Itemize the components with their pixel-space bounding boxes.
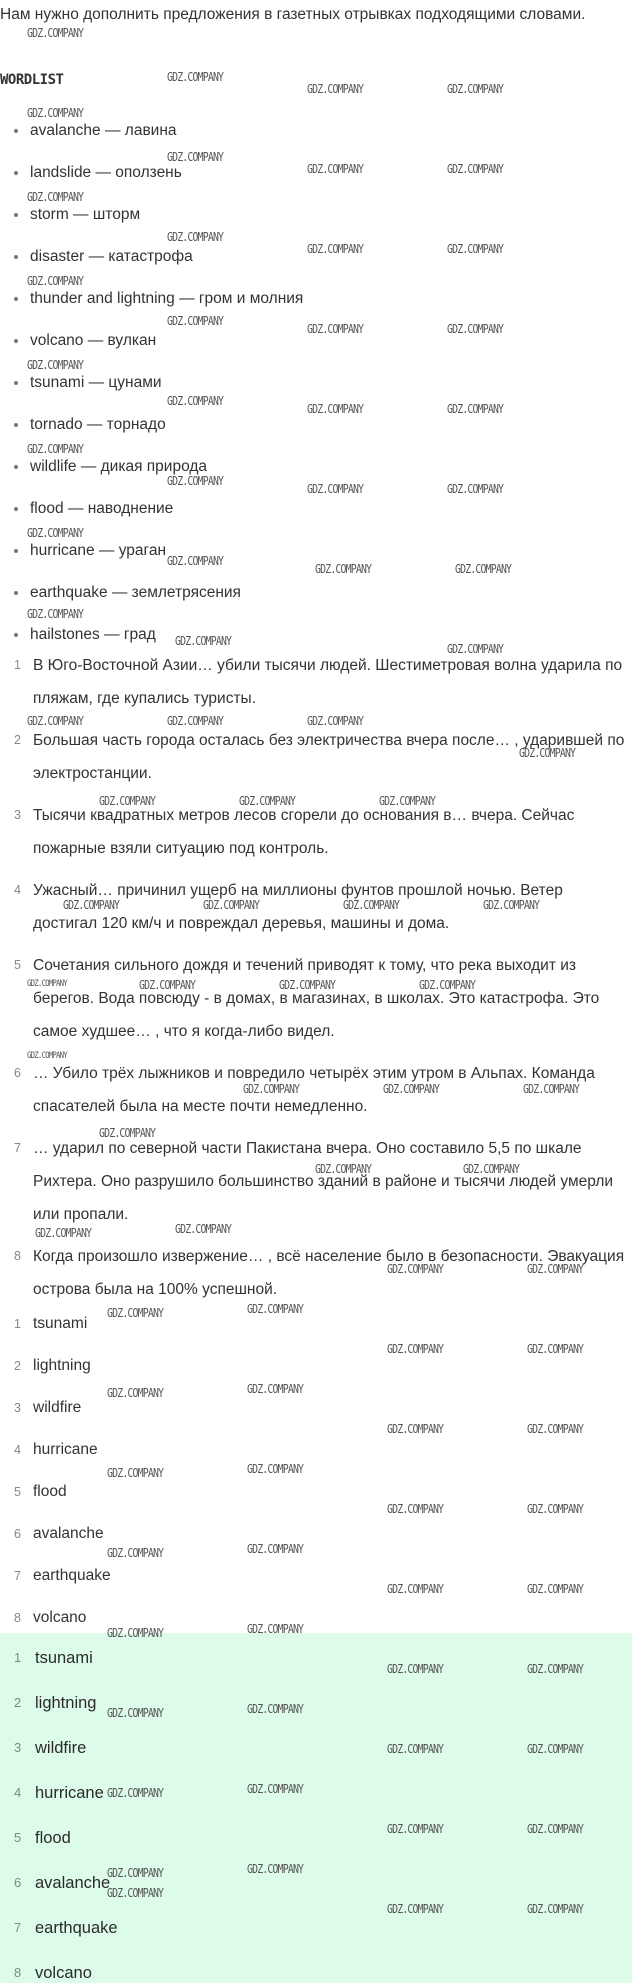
watermark: GDZ.COMPANY bbox=[167, 314, 224, 328]
answer-word: tsunami bbox=[35, 1649, 93, 1667]
wordlist-item: flood — наводнение bbox=[14, 498, 173, 520]
watermark: GDZ.COMPANY bbox=[447, 82, 504, 96]
final-answer-item bbox=[0, 1733, 632, 1763]
watermark: GDZ.COMPANY bbox=[107, 1466, 164, 1480]
answer-number: 7 bbox=[14, 1920, 22, 1935]
answer-word: earthquake bbox=[33, 1567, 111, 1584]
final-answer-item bbox=[0, 1958, 632, 1988]
watermark: GDZ.COMPANY bbox=[139, 978, 196, 992]
watermark: GDZ.COMPANY bbox=[99, 794, 156, 808]
answer-item bbox=[0, 1435, 632, 1465]
final-answer-item bbox=[0, 1913, 632, 1943]
watermark: GDZ.COMPANY bbox=[247, 1862, 304, 1876]
answer-number: 5 bbox=[14, 1485, 21, 1499]
answer-word: flood bbox=[35, 1829, 71, 1847]
watermark: GDZ.COMPANY bbox=[307, 402, 364, 416]
wordlist-title: WORDLIST bbox=[0, 72, 64, 88]
task-text: … Убило трёх лыжников и повредило четырёх этим утром в Альпах. Команда спасателей была на месте почти немедленно. bbox=[33, 1065, 595, 1115]
task-text: Большая часть города осталась без электричества вчера после… , ударившей по электростанции. bbox=[33, 732, 625, 782]
watermark: GDZ.COMPANY bbox=[447, 322, 504, 336]
answer-word: wildfire bbox=[35, 1739, 87, 1757]
watermark: GDZ.COMPANY bbox=[167, 554, 224, 568]
bullet-icon bbox=[14, 381, 18, 385]
watermark: GDZ.COMPANY bbox=[383, 1082, 440, 1096]
intro-text: Нам нужно дополнить предложения в газетных отрывках подходящими словами. bbox=[0, 6, 586, 23]
watermark: GDZ.COMPANY bbox=[203, 898, 260, 912]
task-text: Когда произошло извержение… , всё население было в безопасности. Эвакуация острова была на 100% успешной. bbox=[33, 1248, 625, 1298]
task-number: 8 bbox=[14, 1249, 21, 1263]
watermark: GDZ.COMPANY bbox=[307, 162, 364, 176]
watermark: GDZ.COMPANY bbox=[447, 482, 504, 496]
answer-word: avalanche bbox=[35, 1874, 111, 1892]
watermark: GDZ.COMPANY bbox=[387, 1342, 444, 1356]
watermark: GDZ.COMPANY bbox=[107, 1306, 164, 1320]
watermark: GDZ.COMPANY bbox=[387, 1502, 444, 1516]
task-number: 4 bbox=[14, 883, 21, 897]
watermark: GDZ.COMPANY bbox=[239, 794, 296, 808]
wordlist-item: tsunami — цунами bbox=[14, 372, 162, 394]
watermark: GDZ.COMPANY bbox=[27, 106, 84, 120]
wordlist-item: hurricane — ураган bbox=[14, 540, 166, 562]
bullet-icon bbox=[14, 171, 18, 175]
wordlist-item: tornado — торнадо bbox=[14, 414, 166, 436]
watermark: GDZ.COMPANY bbox=[247, 1302, 304, 1316]
watermark: GDZ.COMPANY bbox=[107, 1546, 164, 1560]
answer-item bbox=[0, 1477, 632, 1507]
wordlist-item: storm — шторм bbox=[14, 204, 140, 226]
watermark: GDZ.COMPANY bbox=[167, 70, 224, 84]
task-text: Ужасный… причинил ущерб на миллионы фунтов прошлой ночью. Ветер достигал 120 км/ч и повреждал деревья, машины и дома. bbox=[33, 882, 563, 932]
wordlist-item: thunder and lightning — гром и молния bbox=[14, 288, 303, 310]
answer-item bbox=[0, 1561, 632, 1591]
watermark: GDZ.COMPANY bbox=[307, 322, 364, 336]
wordlist-item: volcano — вулкан bbox=[14, 330, 156, 352]
watermark: GDZ.COMPANY bbox=[27, 190, 84, 204]
watermark: GDZ.COMPANY bbox=[175, 634, 232, 648]
final-answer-item bbox=[0, 1643, 632, 1673]
watermark: GDZ.COMPANY bbox=[27, 442, 84, 456]
answer-number: 4 bbox=[14, 1443, 21, 1457]
wordlist-item: wildlife — дикая природа bbox=[14, 456, 207, 478]
task-text: Тысячи квадратных метров лесов сгорели до основания в… вчера. Сейчас пожарные взяли ситуацию под контроль. bbox=[33, 807, 575, 857]
task-number: 7 bbox=[14, 1141, 21, 1155]
watermark: GDZ.COMPANY bbox=[99, 1126, 156, 1140]
answer-number: 4 bbox=[14, 1785, 22, 1800]
task-number: 6 bbox=[14, 1066, 21, 1080]
answer-item bbox=[0, 1393, 632, 1423]
watermark: GDZ.COMPANY bbox=[307, 82, 364, 96]
watermark: GDZ.COMPANY bbox=[527, 1262, 584, 1276]
watermark: GDZ.COMPANY bbox=[527, 1422, 584, 1436]
watermark: GDZ.COMPANY bbox=[107, 1386, 164, 1400]
watermark: GDZ.COMPANY bbox=[387, 1662, 444, 1676]
watermark: GDZ.COMPANY bbox=[247, 1622, 304, 1636]
watermark: GDZ.COMPANY bbox=[519, 746, 576, 760]
answer-number: 5 bbox=[14, 1830, 22, 1845]
bullet-icon bbox=[14, 423, 18, 427]
wordlist-item: landslide — оползень bbox=[14, 162, 182, 184]
answer-word: wildfire bbox=[33, 1399, 82, 1416]
answer-word: tsunami bbox=[33, 1315, 88, 1332]
watermark: GDZ.COMPANY bbox=[527, 1662, 584, 1676]
answer-number: 3 bbox=[14, 1740, 22, 1755]
watermark: GDZ.COMPANY bbox=[27, 526, 84, 540]
watermark: GDZ.COMPANY bbox=[247, 1462, 304, 1476]
watermark: GDZ.COMPANY bbox=[307, 242, 364, 256]
wordlist-item: avalanche — лавина bbox=[14, 120, 177, 142]
bullet-icon bbox=[14, 633, 18, 637]
answer-item bbox=[0, 1603, 632, 1633]
watermark: GDZ.COMPANY bbox=[447, 642, 504, 656]
answer-word: lightning bbox=[35, 1694, 97, 1712]
answer-word: flood bbox=[33, 1483, 67, 1500]
bullet-icon bbox=[14, 465, 18, 469]
answer-number: 8 bbox=[14, 1965, 22, 1980]
watermark: GDZ.COMPANY bbox=[107, 1706, 164, 1720]
answer-item bbox=[0, 1519, 632, 1549]
watermark: GDZ.COMPANY bbox=[27, 1051, 67, 1061]
answer-number: 7 bbox=[14, 1569, 21, 1583]
watermark: GDZ.COMPANY bbox=[527, 1582, 584, 1596]
answer-number: 2 bbox=[14, 1695, 22, 1710]
task-number: 5 bbox=[14, 958, 21, 972]
task-text: Сочетания сильного дождя и течений приводят к тому, что река выходит из берегов. Вода повсюду - в домах, в магазинах, в школах. Это катастрофа. Это самое худшее… , что я когда-либо видел. bbox=[33, 957, 600, 1040]
watermark: GDZ.COMPANY bbox=[387, 1422, 444, 1436]
watermark: GDZ.COMPANY bbox=[247, 1702, 304, 1716]
watermark: GDZ.COMPANY bbox=[247, 1542, 304, 1556]
answer-number: 2 bbox=[14, 1359, 21, 1373]
watermark: GDZ.COMPANY bbox=[447, 242, 504, 256]
answer-number: 6 bbox=[14, 1527, 21, 1541]
final-answer-item bbox=[0, 1868, 632, 1898]
watermark: GDZ.COMPANY bbox=[35, 1226, 92, 1240]
watermark: GDZ.COMPANY bbox=[307, 482, 364, 496]
watermark: GDZ.COMPANY bbox=[419, 978, 476, 992]
wordlist-item: disaster — катастрофа bbox=[14, 246, 193, 268]
bullet-icon bbox=[14, 591, 18, 595]
bullet-icon bbox=[14, 297, 18, 301]
task-text: В Юго-Восточной Азии… убили тысячи людей. Шестиметровая волна ударила по пляжам, где купались туристы. bbox=[33, 657, 623, 707]
watermark: GDZ.COMPANY bbox=[243, 1082, 300, 1096]
bullet-icon bbox=[14, 255, 18, 259]
watermark: GDZ.COMPANY bbox=[463, 1162, 520, 1176]
watermark: GDZ.COMPANY bbox=[527, 1502, 584, 1516]
wordlist-item: hailstones — град bbox=[14, 624, 156, 646]
watermark: GDZ.COMPANY bbox=[167, 150, 224, 164]
answer-word: lightning bbox=[33, 1357, 91, 1374]
watermark: GDZ.COMPANY bbox=[27, 274, 84, 288]
watermark: GDZ.COMPANY bbox=[527, 1342, 584, 1356]
watermark: GDZ.COMPANY bbox=[175, 1222, 232, 1236]
watermark: GDZ.COMPANY bbox=[167, 394, 224, 408]
watermark: GDZ.COMPANY bbox=[527, 1742, 584, 1756]
answer-number: 3 bbox=[14, 1401, 21, 1415]
watermark: GDZ.COMPANY bbox=[307, 714, 364, 728]
task-number: 2 bbox=[14, 733, 21, 747]
watermark: GDZ.COMPANY bbox=[27, 358, 84, 372]
final-answer-item bbox=[0, 1688, 632, 1718]
watermark: GDZ.COMPANY bbox=[447, 162, 504, 176]
task-number: 1 bbox=[14, 658, 21, 672]
watermark: GDZ.COMPANY bbox=[379, 794, 436, 808]
watermark: GDZ.COMPANY bbox=[247, 1382, 304, 1396]
watermark: GDZ.COMPANY bbox=[315, 1162, 372, 1176]
answer-item bbox=[0, 1351, 632, 1381]
answer-number: 1 bbox=[14, 1650, 22, 1665]
bullet-icon bbox=[14, 549, 18, 553]
watermark: GDZ.COMPANY bbox=[447, 402, 504, 416]
answer-word: earthquake bbox=[35, 1919, 118, 1937]
answer-word: avalanche bbox=[33, 1525, 104, 1542]
answer-item bbox=[0, 1309, 632, 1339]
watermark: GDZ.COMPANY bbox=[343, 898, 400, 912]
watermark: GDZ.COMPANY bbox=[387, 1902, 444, 1916]
wordlist-item: earthquake — землетрясения bbox=[14, 582, 241, 604]
answer-number: 6 bbox=[14, 1875, 22, 1890]
answer-word: volcano bbox=[35, 1964, 92, 1982]
watermark: GDZ.COMPANY bbox=[387, 1262, 444, 1276]
watermark: GDZ.COMPANY bbox=[27, 714, 84, 728]
watermark: GDZ.COMPANY bbox=[63, 898, 120, 912]
final-answer-item bbox=[0, 1778, 632, 1808]
bullet-icon bbox=[14, 507, 18, 511]
watermark: GDZ.COMPANY bbox=[27, 607, 84, 621]
watermark: GDZ.COMPANY bbox=[523, 1082, 580, 1096]
bullet-icon bbox=[14, 213, 18, 217]
task-text: … ударил по северной части Пакистана вчера. Оно составило 5,5 по шкале Рихтера. Оно разрушило большинство зданий в районе и тысячи людей умерли или пропали. bbox=[33, 1140, 614, 1223]
watermark: GDZ.COMPANY bbox=[483, 898, 540, 912]
watermark: GDZ.COMPANY bbox=[387, 1582, 444, 1596]
bullet-icon bbox=[14, 129, 18, 133]
final-answer-item bbox=[0, 1823, 632, 1853]
watermark: GDZ.COMPANY bbox=[107, 1786, 164, 1800]
watermark: GDZ.COMPANY bbox=[167, 714, 224, 728]
answer-number: 8 bbox=[14, 1611, 21, 1625]
answer-word: volcano bbox=[33, 1609, 87, 1626]
watermark: GDZ.COMPANY bbox=[279, 978, 336, 992]
answer-word: hurricane bbox=[33, 1441, 98, 1458]
watermark: GDZ.COMPANY bbox=[527, 1822, 584, 1836]
watermark: GDZ.COMPANY bbox=[387, 1822, 444, 1836]
watermark: GDZ.COMPANY bbox=[247, 1782, 304, 1796]
watermark: GDZ.COMPANY bbox=[527, 1902, 584, 1916]
watermark: GDZ.COMPANY bbox=[107, 1866, 164, 1880]
watermark: GDZ.COMPANY bbox=[27, 26, 84, 40]
watermark: GDZ.COMPANY bbox=[167, 474, 224, 488]
watermark: GDZ.COMPANY bbox=[315, 562, 372, 576]
answer-word: hurricane bbox=[35, 1784, 104, 1802]
watermark: GDZ.COMPANY bbox=[107, 1886, 164, 1900]
watermark: GDZ.COMPANY bbox=[455, 562, 512, 576]
bullet-icon bbox=[14, 339, 18, 343]
answer-number: 1 bbox=[14, 1317, 21, 1331]
watermark: GDZ.COMPANY bbox=[167, 230, 224, 244]
watermark: GDZ.COMPANY bbox=[27, 979, 67, 989]
watermark: GDZ.COMPANY bbox=[107, 1626, 164, 1640]
watermark: GDZ.COMPANY bbox=[387, 1742, 444, 1756]
task-number: 3 bbox=[14, 808, 21, 822]
answer-block bbox=[0, 1633, 632, 1983]
